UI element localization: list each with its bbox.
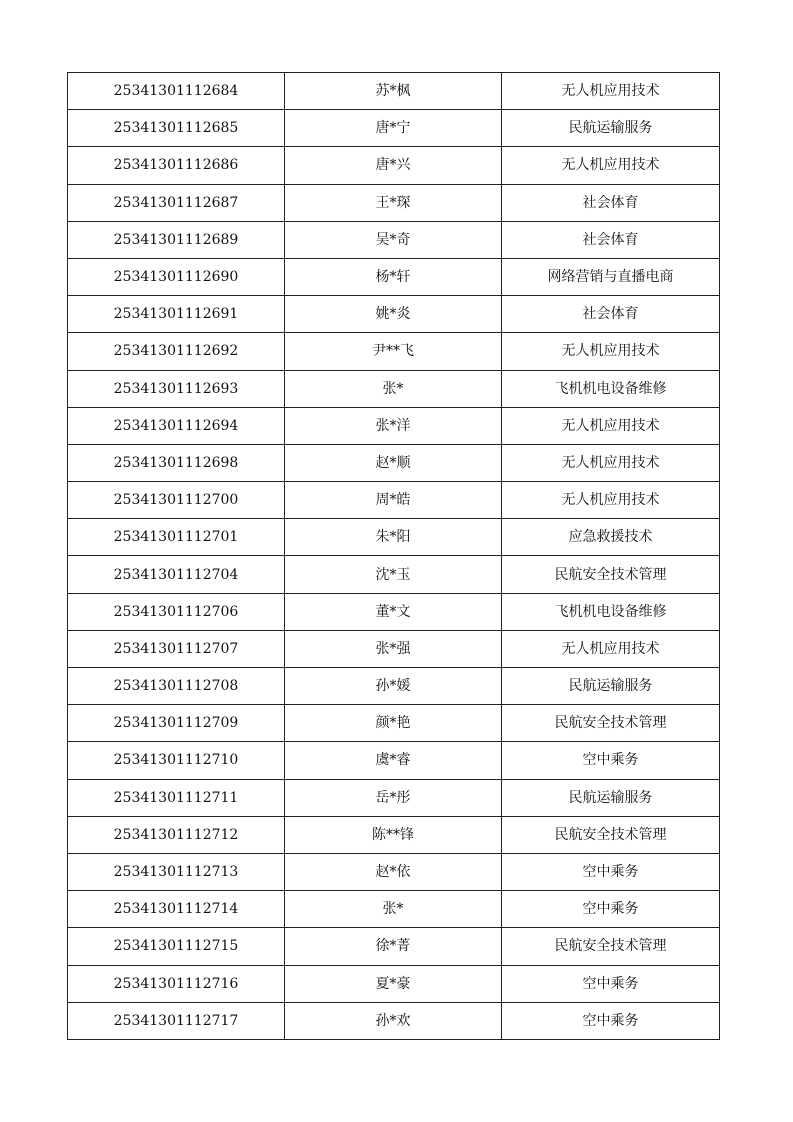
- student-id-cell: 25341301112698: [68, 444, 285, 481]
- student-major-cell: 社会体育: [502, 184, 720, 221]
- student-name-cell: 岳*彤: [285, 779, 502, 816]
- student-major-cell: 无人机应用技术: [502, 147, 720, 184]
- student-name-cell: 赵*依: [285, 853, 502, 890]
- student-major-cell: 民航运输服务: [502, 668, 720, 705]
- table-row: [68, 333, 720, 370]
- table-row: [68, 258, 720, 295]
- student-id-cell: 25341301112717: [68, 1002, 285, 1039]
- student-major-cell: 空中乘务: [502, 965, 720, 1002]
- table-row: [68, 556, 720, 593]
- table-row: [68, 1002, 720, 1039]
- student-major-cell: 空中乘务: [502, 742, 720, 779]
- student-major-cell: 民航安全技术管理: [502, 705, 720, 742]
- table-row: [68, 742, 720, 779]
- student-name-cell: 孙*媛: [285, 668, 502, 705]
- student-name-cell: 姚*炎: [285, 296, 502, 333]
- student-id-cell: 25341301112701: [68, 519, 285, 556]
- table-row: [68, 407, 720, 444]
- student-id-cell: 25341301112690: [68, 258, 285, 295]
- table-row: [68, 816, 720, 853]
- student-major-cell: 空中乘务: [502, 891, 720, 928]
- student-id-cell: 25341301112691: [68, 296, 285, 333]
- student-major-cell: 无人机应用技术: [502, 444, 720, 481]
- student-name-cell: 虞*睿: [285, 742, 502, 779]
- table-row: [68, 296, 720, 333]
- student-id-cell: 25341301112709: [68, 705, 285, 742]
- table-row: [68, 779, 720, 816]
- student-major-cell: 应急救援技术: [502, 519, 720, 556]
- student-name-cell: 赵*顺: [285, 444, 502, 481]
- student-id-cell: 25341301112687: [68, 184, 285, 221]
- table-row: [68, 370, 720, 407]
- student-major-cell: 飞机机电设备维修: [502, 593, 720, 630]
- student-id-cell: 25341301112694: [68, 407, 285, 444]
- student-major-cell: 无人机应用技术: [502, 73, 720, 110]
- student-id-cell: 25341301112689: [68, 221, 285, 258]
- student-name-cell: 周*皓: [285, 482, 502, 519]
- student-major-cell: 社会体育: [502, 296, 720, 333]
- table-row: [68, 444, 720, 481]
- student-id-cell: 25341301112700: [68, 482, 285, 519]
- table-row: [68, 705, 720, 742]
- student-id-cell: 25341301112692: [68, 333, 285, 370]
- student-name-cell: 夏*豪: [285, 965, 502, 1002]
- student-id-cell: 25341301112704: [68, 556, 285, 593]
- table-row: [68, 965, 720, 1002]
- student-major-cell: 飞机机电设备维修: [502, 370, 720, 407]
- table-row: [68, 928, 720, 965]
- student-name-cell: 沈*玉: [285, 556, 502, 593]
- table-row: [68, 221, 720, 258]
- student-id-cell: 25341301112706: [68, 593, 285, 630]
- student-name-cell: 徐*菁: [285, 928, 502, 965]
- student-name-cell: 唐*兴: [285, 147, 502, 184]
- table-row: [68, 519, 720, 556]
- student-id-cell: 25341301112686: [68, 147, 285, 184]
- table-row: [68, 482, 720, 519]
- student-name-cell: 杨*轩: [285, 258, 502, 295]
- student-name-cell: 尹**飞: [285, 333, 502, 370]
- student-name-cell: 董*文: [285, 593, 502, 630]
- table-row: [68, 668, 720, 705]
- student-name-cell: 孙*欢: [285, 1002, 502, 1039]
- student-id-cell: 25341301112713: [68, 853, 285, 890]
- student-major-cell: 网络营销与直播电商: [502, 258, 720, 295]
- table-row: [68, 891, 720, 928]
- table-row: [68, 184, 720, 221]
- document-page: [67, 72, 719, 1040]
- student-major-cell: 无人机应用技术: [502, 630, 720, 667]
- student-id-cell: 25341301112708: [68, 668, 285, 705]
- student-id-cell: 25341301112712: [68, 816, 285, 853]
- student-name-cell: 张*: [285, 891, 502, 928]
- student-name-cell: 朱*阳: [285, 519, 502, 556]
- student-name-cell: 唐*宁: [285, 110, 502, 147]
- student-major-cell: 民航安全技术管理: [502, 928, 720, 965]
- table-row: [68, 147, 720, 184]
- student-major-cell: 空中乘务: [502, 1002, 720, 1039]
- table-row: [68, 630, 720, 667]
- student-major-cell: 空中乘务: [502, 853, 720, 890]
- student-major-cell: 民航运输服务: [502, 110, 720, 147]
- student-name-cell: 张*洋: [285, 407, 502, 444]
- student-name-cell: 王*琛: [285, 184, 502, 221]
- student-id-cell: 25341301112711: [68, 779, 285, 816]
- table-row: [68, 853, 720, 890]
- student-name-cell: 颜*艳: [285, 705, 502, 742]
- student-major-cell: 民航运输服务: [502, 779, 720, 816]
- student-name-cell: 吴*奇: [285, 221, 502, 258]
- student-name-cell: 张*: [285, 370, 502, 407]
- student-id-cell: 25341301112707: [68, 630, 285, 667]
- student-roster-table: [67, 72, 720, 1040]
- student-id-cell: 25341301112693: [68, 370, 285, 407]
- student-name-cell: 张*强: [285, 630, 502, 667]
- table-row: [68, 73, 720, 110]
- student-major-cell: 民航安全技术管理: [502, 816, 720, 853]
- student-major-cell: 无人机应用技术: [502, 333, 720, 370]
- student-major-cell: 无人机应用技术: [502, 407, 720, 444]
- student-id-cell: 25341301112684: [68, 73, 285, 110]
- student-major-cell: 社会体育: [502, 221, 720, 258]
- student-name-cell: 苏*枫: [285, 73, 502, 110]
- table-row: [68, 110, 720, 147]
- student-id-cell: 25341301112714: [68, 891, 285, 928]
- student-major-cell: 民航安全技术管理: [502, 556, 720, 593]
- student-id-cell: 25341301112715: [68, 928, 285, 965]
- student-id-cell: 25341301112716: [68, 965, 285, 1002]
- student-major-cell: 无人机应用技术: [502, 482, 720, 519]
- roster-body: [68, 73, 720, 1040]
- table-row: [68, 593, 720, 630]
- student-id-cell: 25341301112685: [68, 110, 285, 147]
- student-name-cell: 陈**锋: [285, 816, 502, 853]
- student-id-cell: 25341301112710: [68, 742, 285, 779]
